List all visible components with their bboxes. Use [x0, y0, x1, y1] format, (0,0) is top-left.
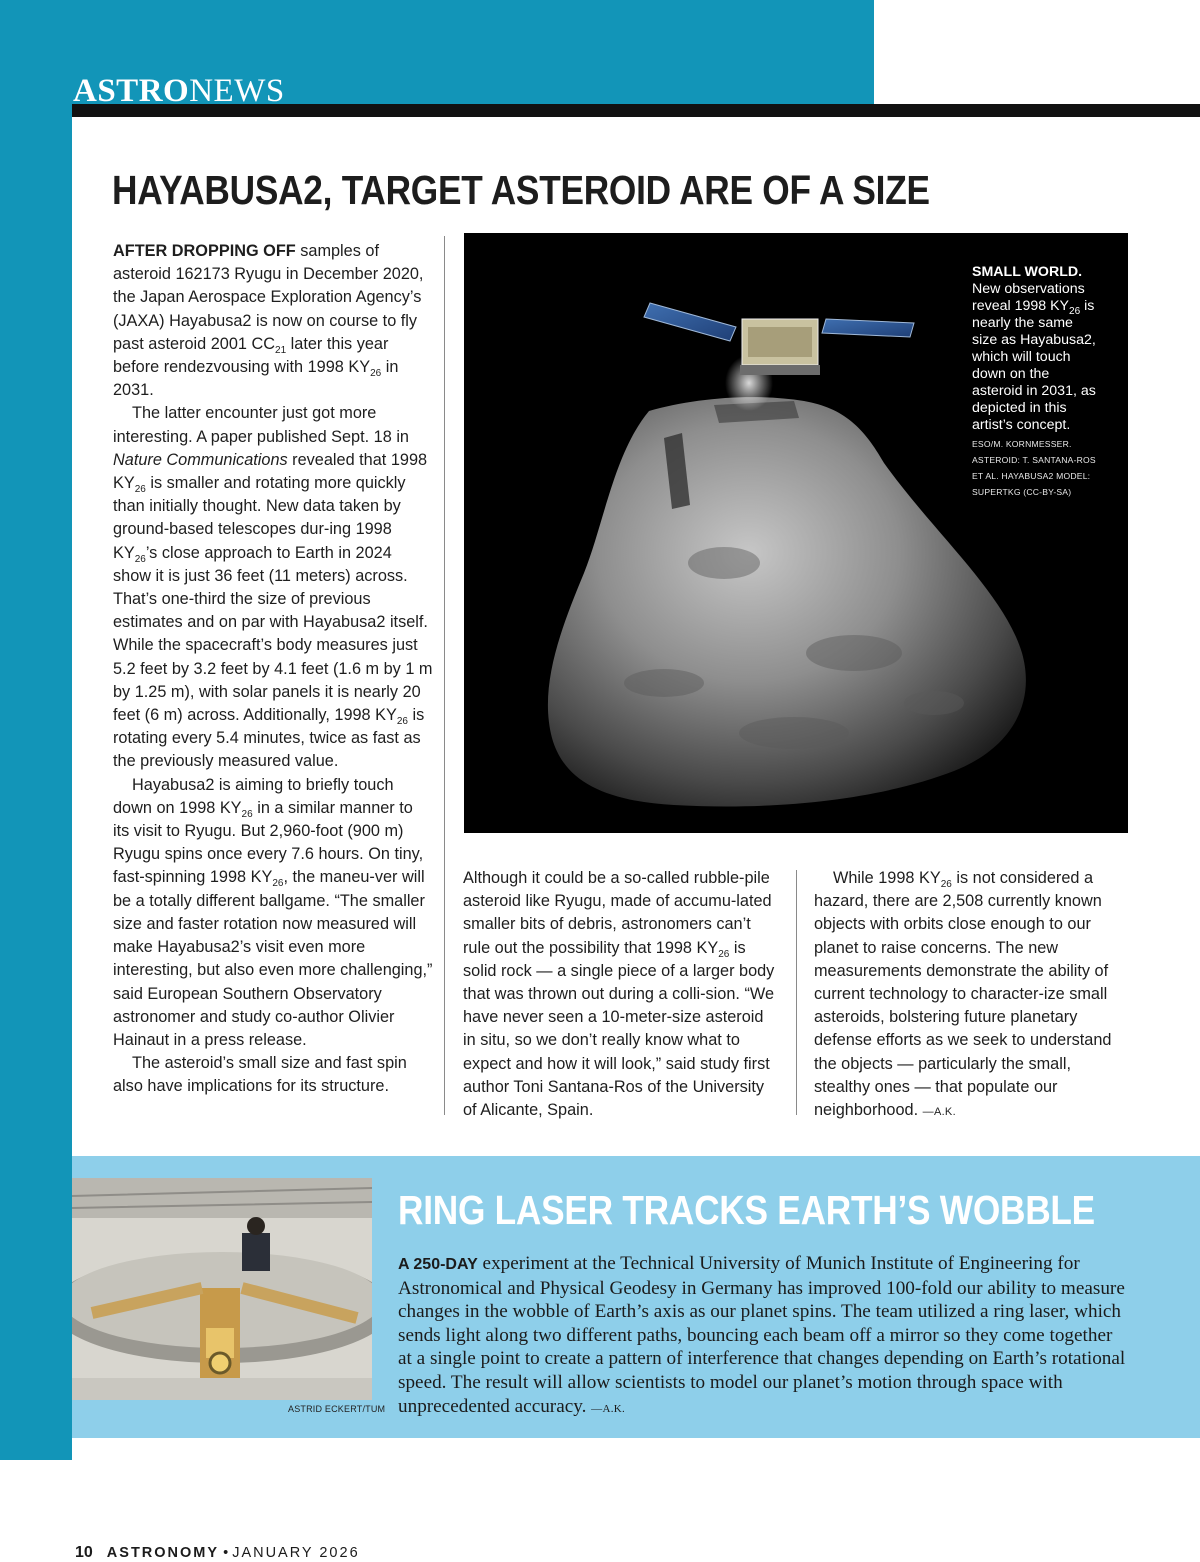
- paragraph-3: Hayabusa2 is aiming to briefly touch down on 1998 $KY_{26}$ in a similar manner to its visit to Ryugu. But 2,960-foot (900 m) Ryugu spins once every 7.6 hours. On tiny, fast-spinning 1998 $KY_{26}$, the maneu-ver will be a totally different ballgame. “The smaller size and faster rotation now measured will make Hayabusa2’s visit even more interesting, but also even more challenging,” said European Southern Observatory astronomer and study co-author Olivier Hainaut in a press release.: [113, 775, 433, 1049]
- article-column-1: [113, 240, 433, 1099]
- paragraph-2: The latter encounter just got more interesting. A paper published Sept. 18 in Nature Communications revealed that 1998 $KY_{26}$ is smaller and rotating more quickly than initially thought. New data taken by ground-based telescopes dur-ing 1998 $KY_{26}’s$ close approach to Earth in 2024 show it is just 36 feet (11 meters) across. That’s one-third the size of previous estimates and on par with Hayabusa2 itself. While the spacecraft’s body measures just 5.2 feet by 3.2 feet by 4.1 feet (1.6 m by 1 m by 1.25 m), with solar panels it is nearly 20 feet (6 m) across. Additionally, 1998 $KY_{26}$ is rotating every 5.4 minutes, twice as fast as the previously measured value.: [113, 404, 433, 771]
- sidebar-signature: —A.K.: [591, 1402, 626, 1415]
- sidebar-headline: RING LASER TRACKS EARTH’S WOBBLE: [398, 1187, 1095, 1233]
- paragraph-5: Although it could be a so-called rubble-pile asteroid like Ryugu, made of accumu-lated smaller bits of debris, astronomers can’t rule out the possibility that 1998 $KY_{26}$ is solid rock — a single piece of a larger body that was thrown out during a colli-sion. “We have never seen a 10-meter-size asteroid in situ, so we don’t really know what to expect and how it will look,” said study first author Toni Santana-Ros of the University of Alicante, Spain.: [463, 869, 775, 1120]
- page-footer: 10 ASTRONOMY • JANUARY 2026: [75, 1544, 360, 1561]
- ring-laser-photo-credit: ASTRID ECKERT/TUM: [288, 1404, 386, 1414]
- paragraph-4: The asteroid’s small size and fast spin also have implications for its structure.: [113, 1054, 407, 1096]
- left-rail: [0, 104, 72, 1460]
- paragraph-6: While 1998 $KY_{26}$ is not considered a hazard, there are 2,508 currently known objects with orbits close enough to our planet to raise concerns. The new measurements demonstrate the ability of current technology to character-ize small asteroids, bolstering future planetary defense efforts as we seek to understand the objects — particularly the small, stealthy ones — that populate our neighborhood. —A.K.: [814, 869, 1112, 1120]
- page-number: 10: [75, 1544, 93, 1561]
- issue-date: JANUARY 2026: [232, 1545, 360, 1561]
- ring-laser-photo: [72, 1178, 372, 1400]
- column-divider: [796, 870, 797, 1115]
- ring-laser-illustration: [72, 1178, 372, 1400]
- article-column-3: [814, 867, 1130, 1124]
- asteroid-photo: [464, 233, 1128, 833]
- column-divider: [444, 236, 445, 1115]
- author-signature: —A.K.: [922, 1106, 956, 1119]
- photo-credit: ESO/M. KORNMESSER. ASTEROID: T. SANTANA-ROS ET AL. HAYABUSA2 MODEL: SUPERTKG (CC-BY-SA): [972, 439, 1096, 497]
- article-column-2: [463, 867, 779, 1122]
- magazine-name: ASTRONOMY: [106, 1545, 220, 1561]
- photo-caption: SMALL WORLD. New observations reveal 1998 $KY_{26}$ is nearly the same size as Hayabusa2, which will touch down on the asteroid in 2031, as depicted in this artist’s concept. ESO/M. KORNMESSER. ASTEROID: T. SANTANA-ROS ET AL. HAYABUSA2 MODEL: SUPERTKG (CC-BY-SA): [972, 264, 1102, 500]
- article-headline: HAYABUSA2, TARGET ASTEROID ARE OF A SIZE: [112, 167, 930, 213]
- section-label: ASTRONEWS: [73, 73, 285, 109]
- sidebar-body: A 250-DAY experiment at the Technical University of Munich Institute of Engineering for Astronomical and Physical Geodesy in Germany has improved 100-fold our ability to measure changes in the wobble of Earth’s axis as our planet spins. The team utilized a ring laser, which sends light along two different paths, bouncing each beam off a mirror so they come together at a single point to create a pattern of interference that changes depending on Earth’s rotational speed. The result will allow scientists to model our planet’s motion through space with unprecedented accuracy. —A.K.: [398, 1253, 1126, 1417]
- paragraph-1: AFTER DROPPING OFF samples of asteroid 162173 Ryugu in December 2020, the Japan Aerospace Exploration Agency’s (JAXA) Hayabusa2 is now on course to fly past asteroid 2001 $CC_{21}$ later this year before rendezvousing with 1998 $KY_{26}$ in 2031.: [113, 242, 424, 400]
